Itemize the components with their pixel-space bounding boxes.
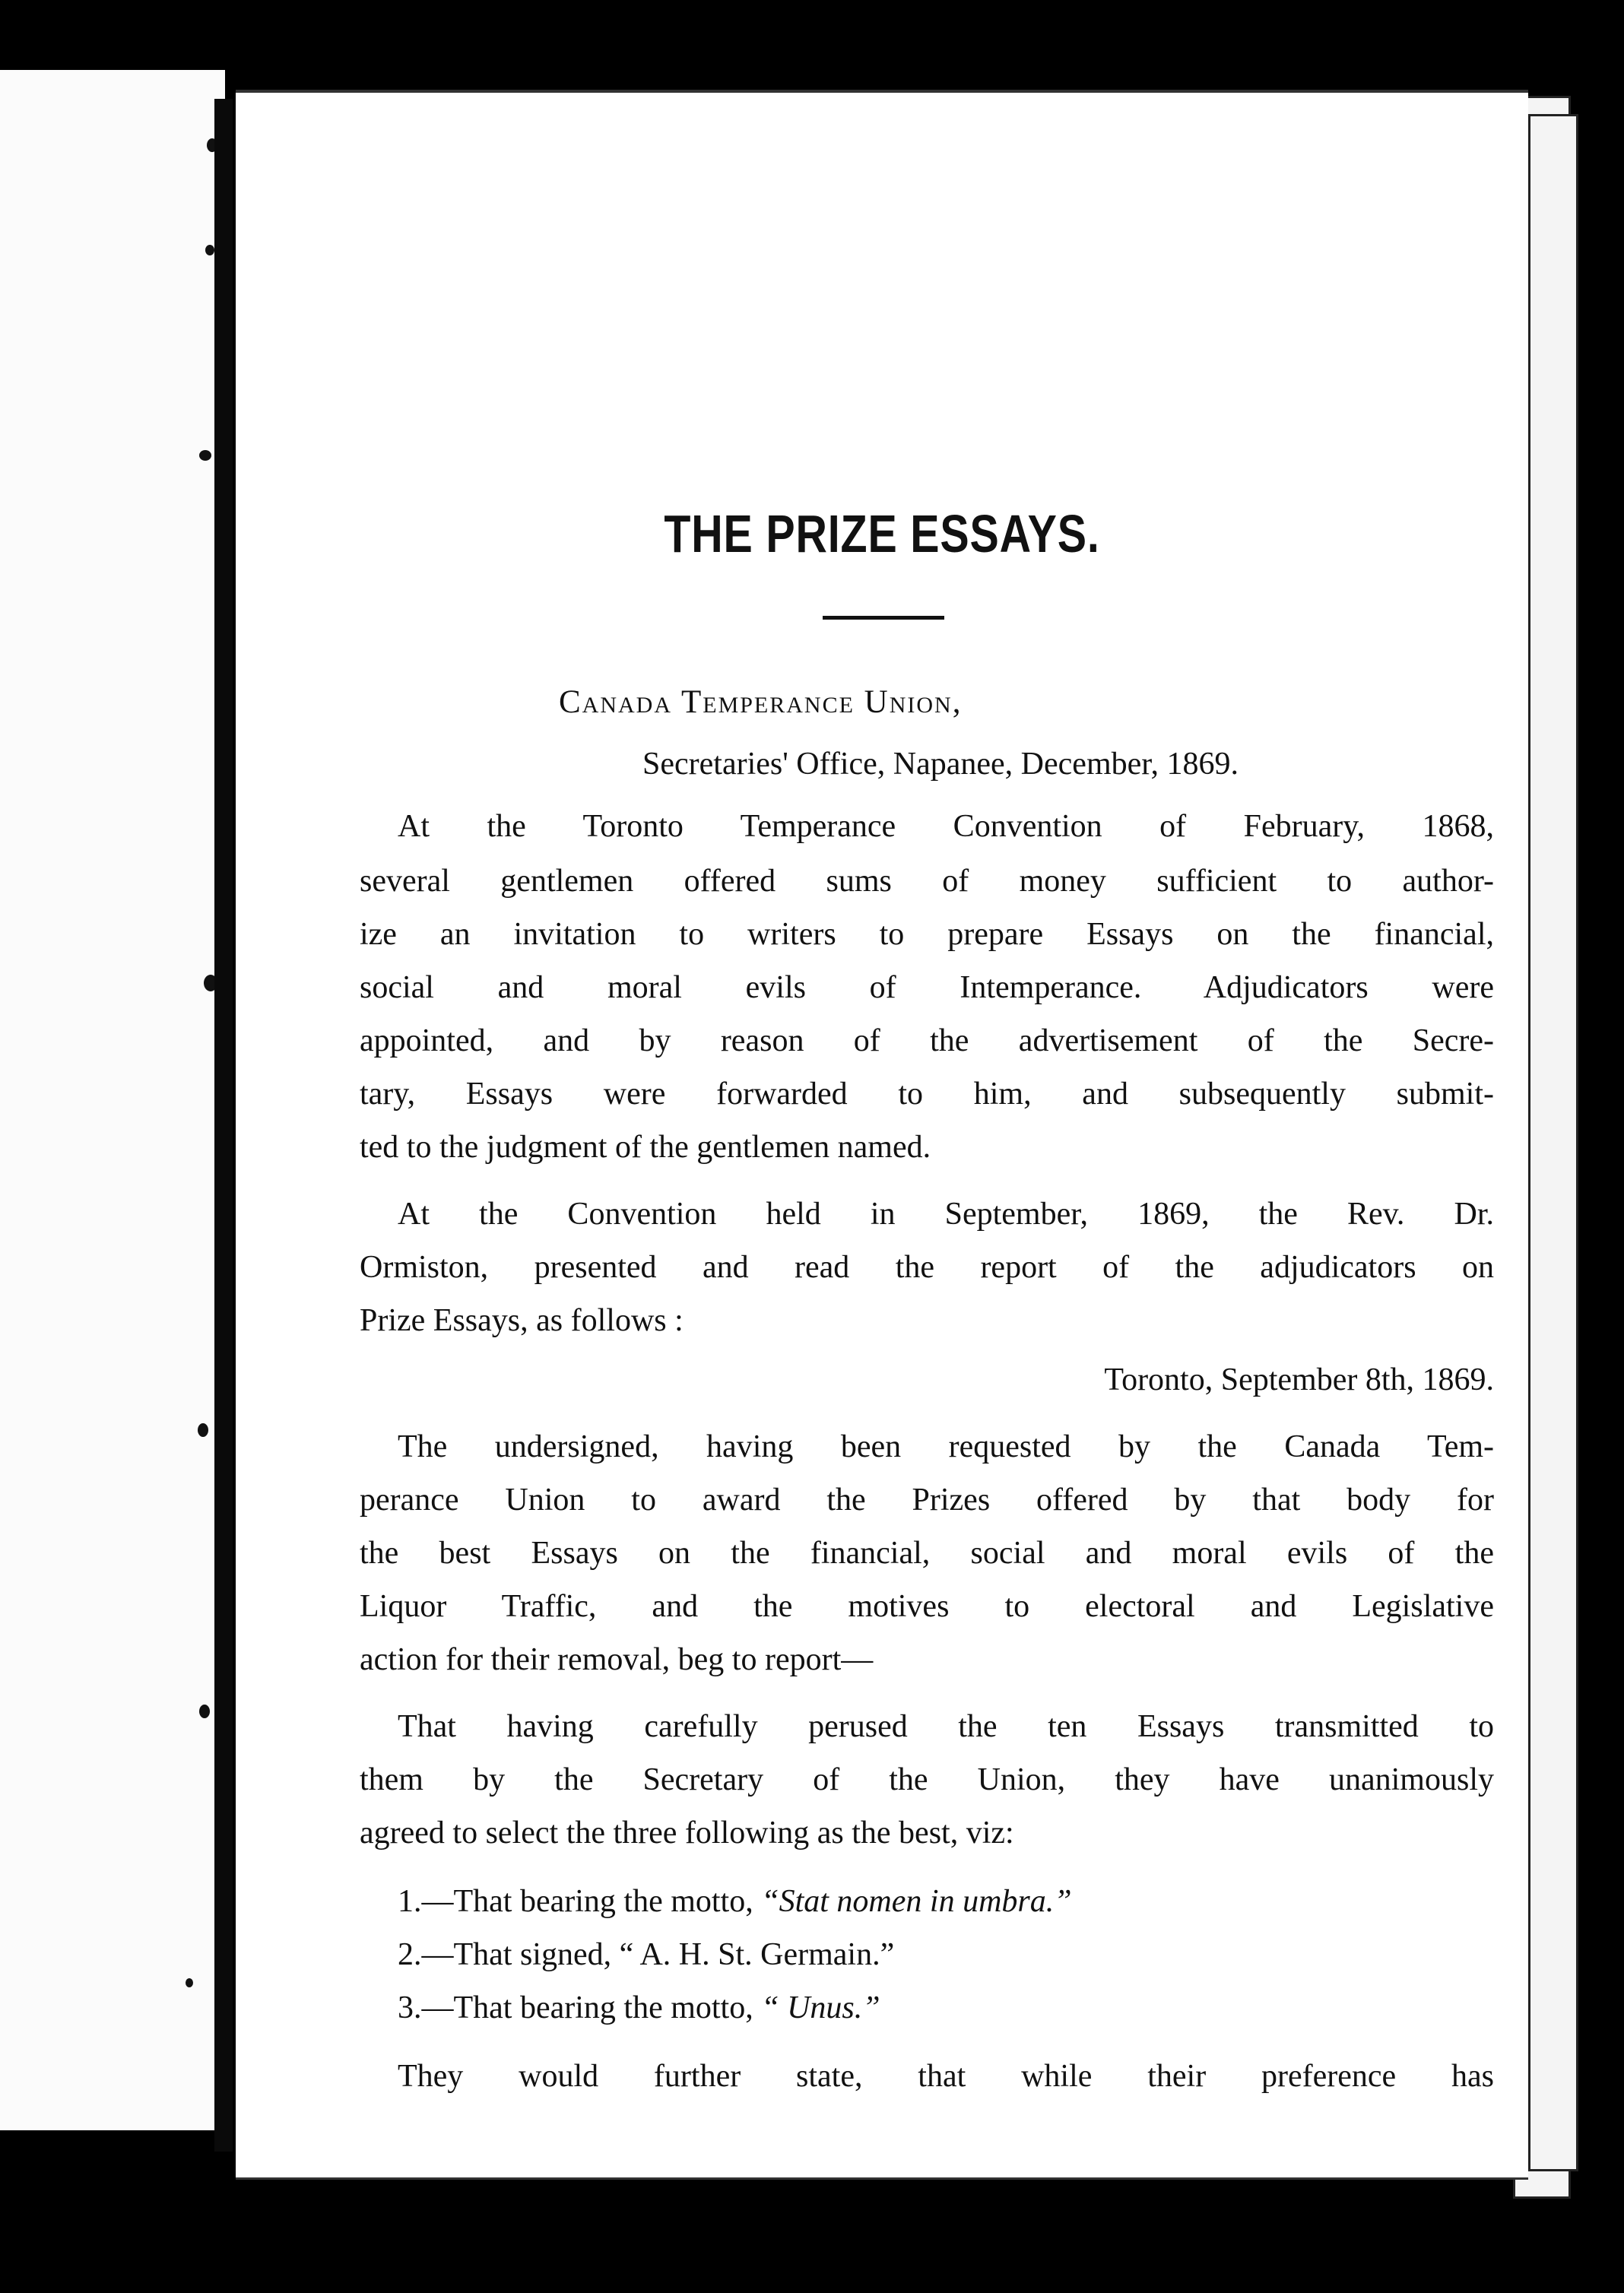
paragraph-line: tary, Essays were forwarded to him, and subsequently submit-	[360, 1077, 1494, 1112]
paragraph-line: That having carefully perused the ten Essays transmitted to	[398, 1709, 1494, 1744]
list-item-motto: “Stat nomen in umbra.”	[761, 1884, 1072, 1919]
left-facing-page	[0, 70, 225, 2130]
paragraph-line: At the Toronto Temperance Convention of February, 1868,	[398, 809, 1494, 844]
paragraph-line: ted to the judgment of the gentlemen named.	[360, 1130, 931, 1165]
page-edge	[1528, 114, 1578, 2171]
list-item	[398, 1939, 894, 1971]
document-page	[236, 90, 1528, 2180]
heading-office: Secretaries' Office, Napanee, December, 1869.	[642, 747, 1239, 782]
speck	[199, 1705, 210, 1718]
paragraph-line: action for their removal, beg to report—	[360, 1642, 874, 1677]
paragraph-line: agreed to select the three following as the best, viz:	[360, 1816, 1014, 1851]
paragraph-line: appointed, and by reason of the advertisement of the Secre-	[360, 1023, 1494, 1058]
paragraph-line: Liquor Traffic, and the motives to electoral and Legislative	[360, 1589, 1494, 1624]
speck	[199, 450, 211, 461]
list-item-prefix: 2.—That signed,	[398, 1937, 620, 1972]
title-rule	[823, 616, 944, 620]
list-item	[398, 1992, 880, 2024]
list-item-motto: “ A. H. St. Germain.”	[619, 1937, 895, 1972]
list-item-prefix: 1.—That bearing the motto,	[398, 1884, 762, 1919]
paragraph-line: social and moral evils of Intemperance. Adjudicators were	[360, 970, 1494, 1005]
list-item-prefix: 3.—That bearing the motto,	[398, 1990, 762, 2025]
paragraph-line: They would further state, that while their preference has	[398, 2059, 1494, 2094]
paragraph-line: Ormiston, presented and read the report of the adjudicators on	[360, 1250, 1494, 1285]
paragraph-line: perance Union to award the Prizes offered by that body for	[360, 1483, 1494, 1518]
dateline: Toronto, September 8th, 1869.	[1104, 1362, 1494, 1397]
paragraph-line: The undersigned, having been requested by the Canada Tem-	[398, 1429, 1494, 1464]
paragraph-line: them by the Secretary of the Union, they have unanimously	[360, 1762, 1494, 1797]
list-item-motto: “ Unus.”	[761, 1990, 880, 2025]
paragraph-line: ize an invitation to writers to prepare Essays on the financial,	[360, 917, 1494, 952]
paragraph-line: At the Convention held in September, 1869, the Rev. Dr.	[398, 1197, 1494, 1232]
list-item	[398, 1885, 1072, 1917]
speck	[186, 1978, 193, 1987]
paragraph-line: the best Essays on the financial, social and moral evils of the	[360, 1536, 1494, 1571]
heading-org: Canada Temperance Union,	[559, 684, 963, 720]
paragraph-line: several gentlemen offered sums of money sufficient to author-	[360, 864, 1494, 899]
speck	[198, 1423, 208, 1437]
book-binding	[214, 99, 233, 2152]
page-title: THE PRIZE ESSAYS.	[664, 504, 1100, 563]
speck	[205, 245, 214, 255]
paragraph-line: Prize Essays, as follows :	[360, 1303, 684, 1338]
